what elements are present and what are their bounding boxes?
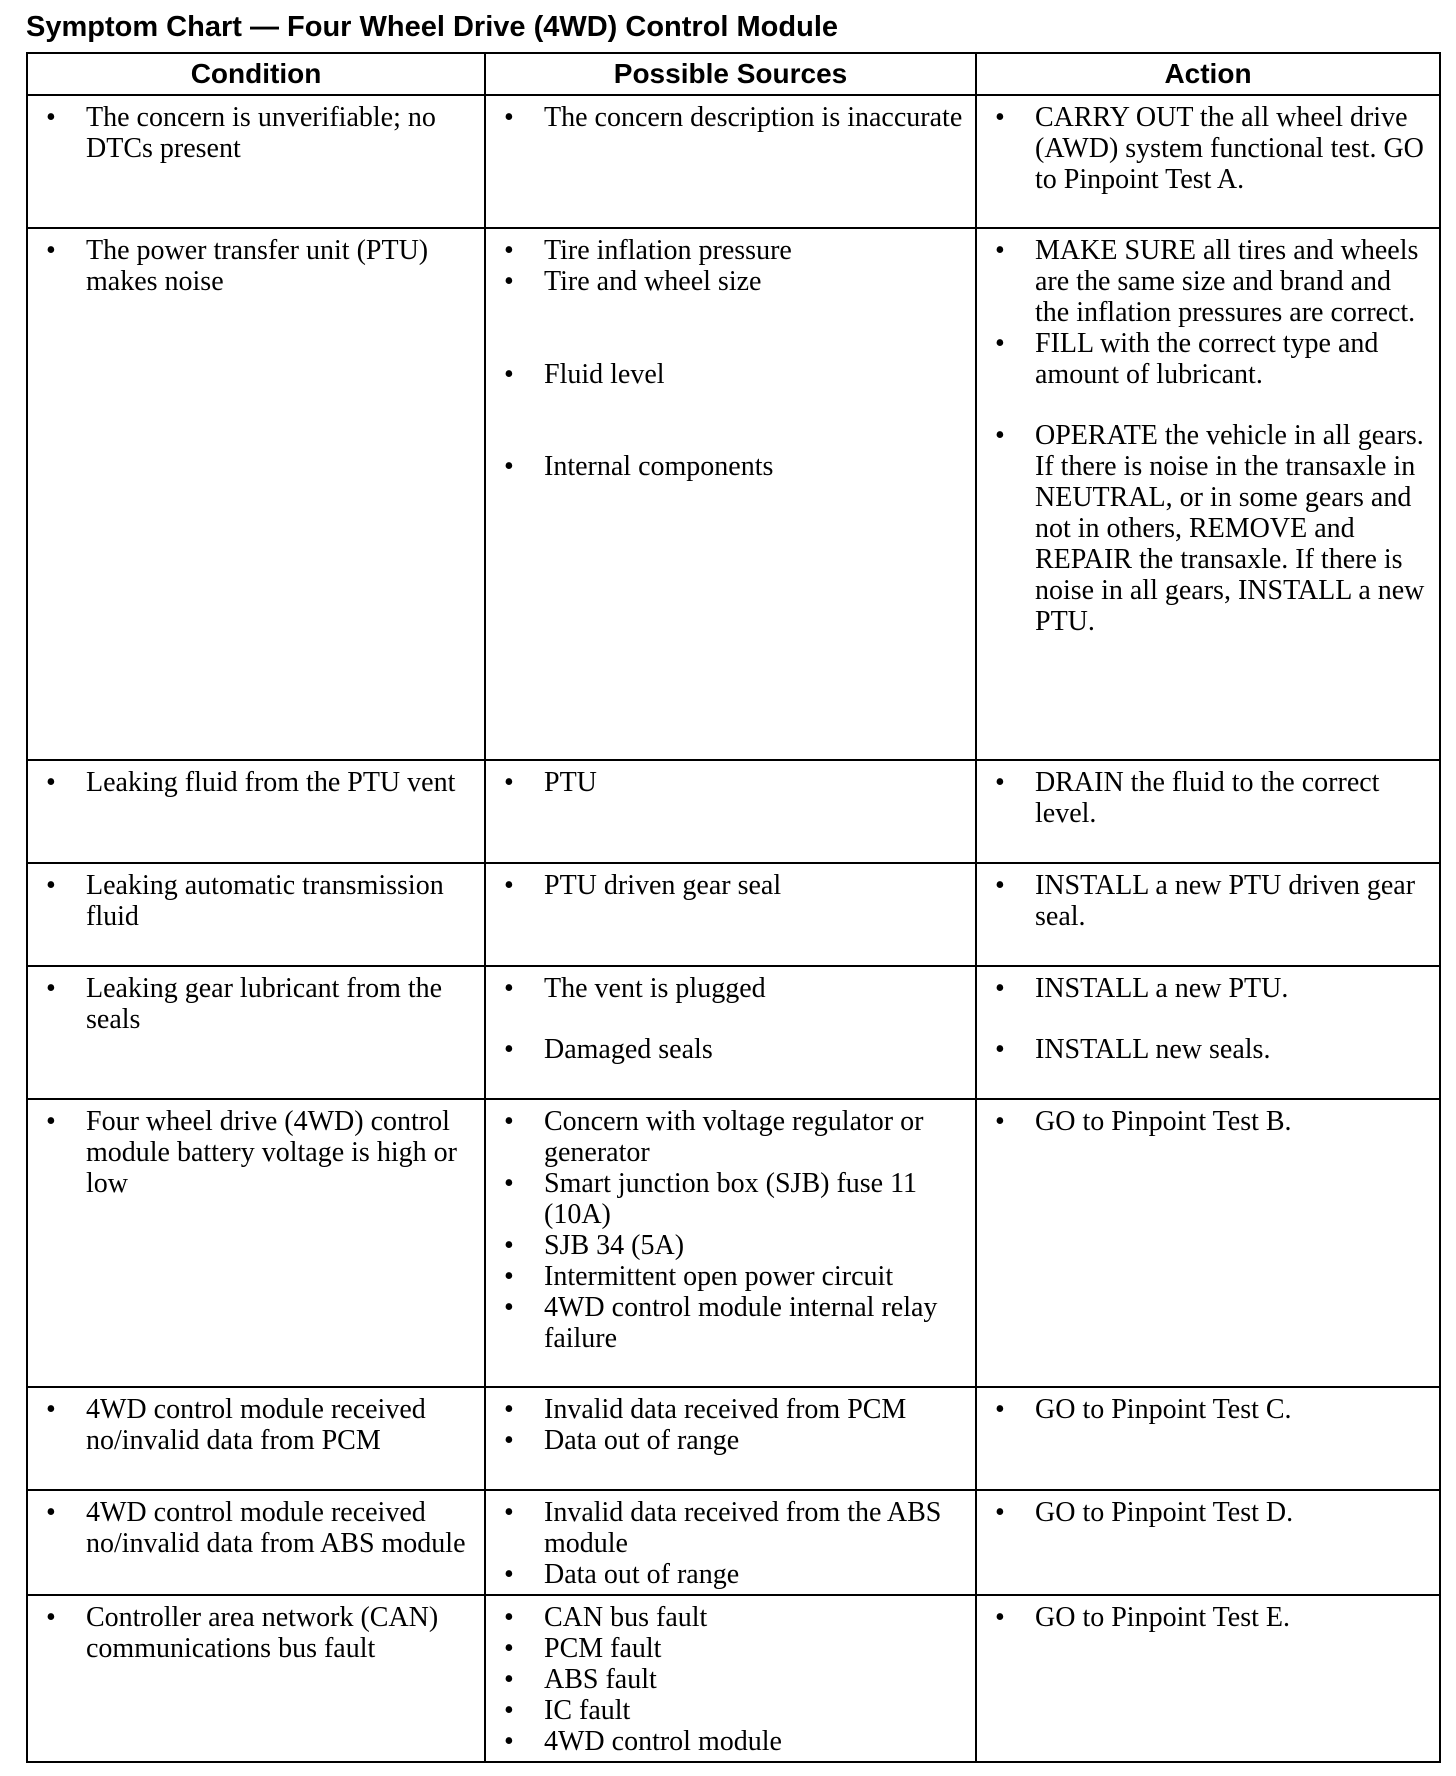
sources-cell xyxy=(485,1387,976,1490)
condition-text: • 4WD control module received no/invalid data from PCM xyxy=(40,1394,472,1456)
table-row xyxy=(27,1595,1440,1762)
action-item: • GO to Pinpoint Test B. xyxy=(989,1106,1427,1137)
source-item: • Intermittent open power circuit xyxy=(498,1261,963,1292)
table-row xyxy=(27,95,1440,228)
header-possible-sources: Possible Sources xyxy=(485,53,976,95)
sources-cell xyxy=(485,863,976,966)
condition-text: • Four wheel drive (4WD) control module battery voltage is high or low xyxy=(40,1106,472,1199)
action-cell xyxy=(976,1387,1440,1490)
source-item: • Tire inflation pressure xyxy=(498,235,963,266)
header-action: Action xyxy=(976,53,1440,95)
table-row xyxy=(27,760,1440,863)
source-item: • Concern with voltage regulator or generator xyxy=(498,1106,963,1168)
condition-text: • Leaking gear lubricant from the seals xyxy=(40,973,472,1035)
action-item: • GO to Pinpoint Test C. xyxy=(989,1394,1427,1425)
condition-cell xyxy=(27,95,485,228)
page-title: Symptom Chart — Four Wheel Drive (4WD) Control Module xyxy=(26,11,839,43)
condition-text: • The concern is unverifiable; no DTCs present xyxy=(40,102,472,164)
source-item: • Tire and wheel size xyxy=(498,266,963,297)
action-item: • INSTALL new seals. xyxy=(989,1034,1427,1065)
source-item: • PTU driven gear seal xyxy=(498,870,963,901)
source-item: • IC fault xyxy=(498,1695,963,1726)
action-item: • CARRY OUT the all wheel drive (AWD) system functional test. GO to Pinpoint Test A. xyxy=(989,102,1427,195)
condition-cell xyxy=(27,228,485,760)
source-item: • CAN bus fault xyxy=(498,1602,963,1633)
source-item: • Invalid data received from the ABS module xyxy=(498,1497,963,1559)
table-row xyxy=(27,966,1440,1099)
sources-cell xyxy=(485,1099,976,1387)
source-item: • Fluid level xyxy=(498,359,963,390)
action-cell xyxy=(976,95,1440,228)
action-cell xyxy=(976,1595,1440,1762)
action-cell xyxy=(976,760,1440,863)
condition-cell xyxy=(27,966,485,1099)
source-item: • PTU xyxy=(498,767,963,798)
source-item: • Internal components xyxy=(498,451,963,482)
table-row xyxy=(27,1387,1440,1490)
action-cell xyxy=(976,966,1440,1099)
condition-text: • Leaking automatic transmission fluid xyxy=(40,870,472,932)
table-row xyxy=(27,1490,1440,1595)
symptom-table xyxy=(26,52,1441,1763)
action-item: • INSTALL a new PTU. xyxy=(989,973,1427,1004)
action-item: • OPERATE the vehicle in all gears. If there is noise in the transaxle in NEUTRAL, or in some gears and not in others, REMOVE and REPAIR the transaxle. If there is noise in all gears, INSTALL a new PTU. xyxy=(989,420,1427,637)
action-item: • DRAIN the fluid to the correct level. xyxy=(989,767,1427,829)
condition-text: • The power transfer unit (PTU) makes noise xyxy=(40,235,472,297)
source-item: • Damaged seals xyxy=(498,1034,963,1065)
header-condition: Condition xyxy=(27,53,485,95)
condition-cell xyxy=(27,863,485,966)
source-item: • The vent is plugged xyxy=(498,973,963,1004)
condition-text: • Controller area network (CAN) communications bus fault xyxy=(40,1602,472,1664)
sources-cell xyxy=(485,760,976,863)
source-item: • ABS fault xyxy=(498,1664,963,1695)
action-cell xyxy=(976,1099,1440,1387)
table-row xyxy=(27,1099,1440,1387)
action-item: • MAKE SURE all tires and wheels are the same size and brand and the inflation pressures are correct. xyxy=(989,235,1427,328)
condition-cell xyxy=(27,1490,485,1595)
condition-cell xyxy=(27,1099,485,1387)
source-item: • Data out of range xyxy=(498,1425,963,1456)
action-cell xyxy=(976,863,1440,966)
source-item: • Data out of range xyxy=(498,1559,963,1590)
action-cell xyxy=(976,1490,1440,1595)
condition-cell xyxy=(27,1387,485,1490)
sources-cell xyxy=(485,228,976,760)
action-item: • GO to Pinpoint Test E. xyxy=(989,1602,1427,1633)
source-item: • The concern description is inaccurate xyxy=(498,102,963,133)
source-item: • SJB 34 (5A) xyxy=(498,1230,963,1261)
condition-cell xyxy=(27,1595,485,1762)
table-row xyxy=(27,228,1440,760)
sources-cell xyxy=(485,966,976,1099)
action-cell xyxy=(976,228,1440,760)
source-item: • 4WD control module internal relay failure xyxy=(498,1292,963,1354)
table-row xyxy=(27,863,1440,966)
condition-text: • Leaking fluid from the PTU vent xyxy=(40,767,472,798)
sources-cell xyxy=(485,1595,976,1762)
source-item: • Invalid data received from PCM xyxy=(498,1394,963,1425)
condition-text: • 4WD control module received no/invalid data from ABS module xyxy=(40,1497,472,1559)
condition-cell xyxy=(27,760,485,863)
source-item: • PCM fault xyxy=(498,1633,963,1664)
action-item: • INSTALL a new PTU driven gear seal. xyxy=(989,870,1427,932)
action-item: • GO to Pinpoint Test D. xyxy=(989,1497,1427,1528)
source-item: • Smart junction box (SJB) fuse 11 (10A) xyxy=(498,1168,963,1230)
action-item: • FILL with the correct type and amount of lubricant. xyxy=(989,328,1427,390)
header-row xyxy=(27,53,1440,95)
sources-cell xyxy=(485,95,976,228)
source-item: • 4WD control module xyxy=(498,1726,963,1757)
sources-cell xyxy=(485,1490,976,1595)
